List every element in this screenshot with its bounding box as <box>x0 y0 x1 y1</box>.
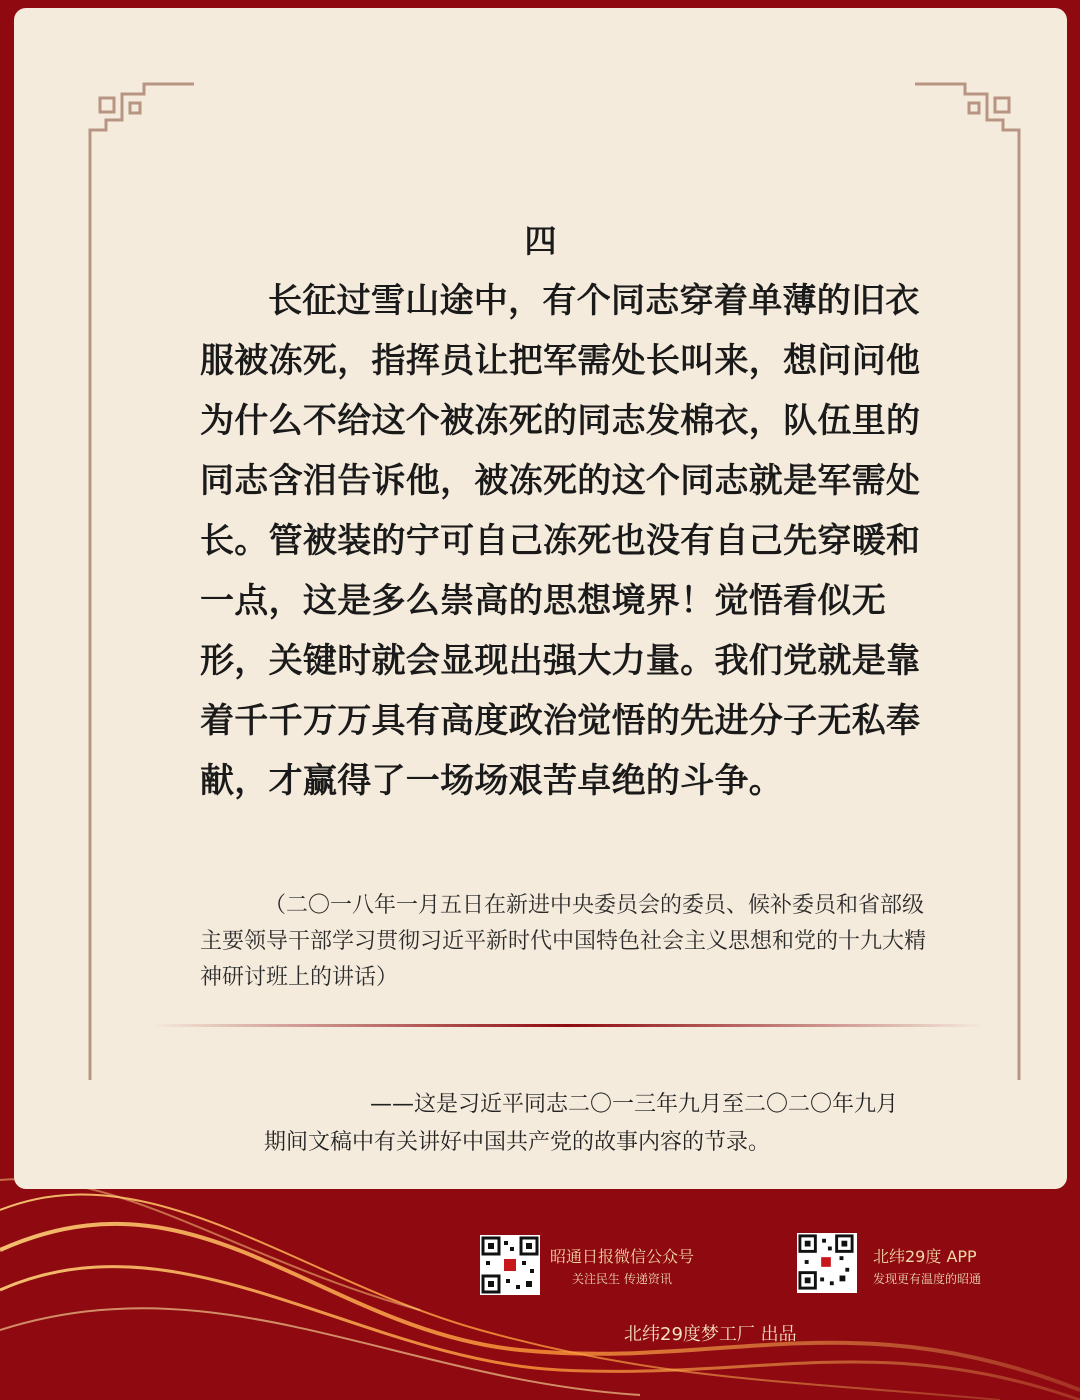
speech-citation: （二〇一八年一月五日在新进中央委员会的委员、候补委员和省部级主要领导干部学习贯彻习近平新时代中国特色社会主义思想和党的十九大精神研讨班上的讲话） <box>200 893 927 990</box>
excerpt-note-line-2: 期间文稿中有关讲好中国共产党的故事内容的节录。 <box>264 1130 771 1155</box>
app-title: 北纬29度 APP <box>873 1247 977 1266</box>
app-qr-code[interactable] <box>797 1233 857 1293</box>
app-subtitle: 发现更有温度的昭通 <box>873 1272 982 1286</box>
article-body: 长征过雪山途中，有个同志穿着单薄的旧衣服被冻死，指挥员让把军需处长叫来，想问问他为什么不给这个被冻死的同志发棉衣，队伍里的同志含泪告诉他，被冻死的这个同志就是军需处长。管被装的宁可自己冻死也没有自己先穿暖和一点，这是多么崇高的思想境界！觉悟看似无形，关键时就会显现出强大力量。我们党就是靠着千千万万具有高度政治觉悟的先进分子无私奉献，才赢得了一场场艰苦卓绝的斗争。 <box>200 281 921 801</box>
section-number-heading: 四 <box>524 222 557 260</box>
wechat-subtitle: 关注民生 传递资讯 <box>572 1272 672 1286</box>
excerpt-note <box>264 1086 964 1162</box>
wechat-qr-code[interactable] <box>480 1235 540 1295</box>
qr-pattern-icon <box>480 1235 540 1295</box>
producer-credit: 北纬29度梦工厂 出品 <box>624 1324 797 1345</box>
qr-pattern-icon <box>797 1233 855 1291</box>
excerpt-note-line-1: ——这是习近平同志二〇一三年九月至二〇二〇年九月 <box>370 1092 899 1117</box>
content-card <box>14 8 1067 1189</box>
wechat-title: 昭通日报微信公众号 <box>550 1247 695 1266</box>
